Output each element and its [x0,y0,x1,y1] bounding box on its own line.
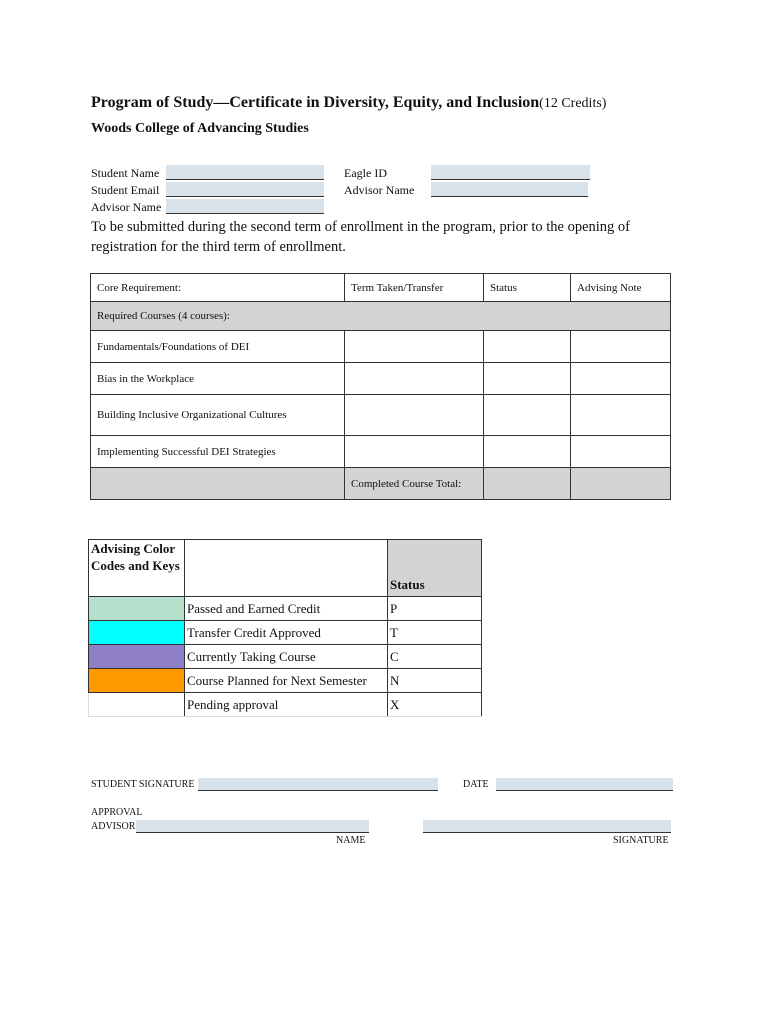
key-code: C [388,645,482,669]
key-label: Course Planned for Next Semester [185,669,388,693]
student-name-label: Student Name [91,166,160,180]
total-blank [91,468,345,500]
key-label: Passed and Earned Credit [185,597,388,621]
instructions: To be submitted during the second term of enrollment in the program, prior to the opening of registration for the third term of enrollment. [91,219,630,255]
table-header-row [91,274,671,302]
advisor-signature-field[interactable] [423,820,671,833]
page-title [91,94,606,112]
key-label: Pending approval [185,693,388,717]
table-row [91,395,671,436]
key-label: Transfer Credit Approved [185,621,388,645]
status-cell[interactable] [484,331,571,363]
student-email-field[interactable] [166,182,324,197]
total-note-cell [571,468,671,500]
note-cell[interactable] [571,436,671,468]
note-cell[interactable] [571,395,671,436]
status-cell[interactable] [484,436,571,468]
key-code: P [388,597,482,621]
table-row [91,436,671,468]
advisor-name-signature-field[interactable] [136,820,369,833]
note-cell[interactable] [571,331,671,363]
advisor-name-label-2: Advisor Name [344,183,415,197]
total-row [91,468,671,500]
course-name: Fundamentals/Foundations of DEI [91,331,345,363]
table-row [91,331,671,363]
advisor-name-label: Advisor Name [91,200,162,214]
key-header-blank [185,540,388,597]
student-email-label: Student Email [91,183,160,197]
core-requirements-table [90,273,671,500]
header-status: Status [484,274,571,302]
date-label: DATE [463,779,489,790]
key-code: X [388,693,482,717]
course-name: Implementing Successful DEI Strategies [91,436,345,468]
college-name: Woods College of Advancing Studies [91,121,309,136]
key-code: N [388,669,482,693]
status-cell[interactable] [484,363,571,395]
term-cell[interactable] [345,395,484,436]
signature-caption: SIGNATURE [613,835,669,846]
section-row [91,302,671,331]
course-name: Building Inclusive Organizational Cultures [91,395,345,436]
swatch-pending [89,693,185,717]
color-key-table [88,539,482,717]
key-label: Currently Taking Course [185,645,388,669]
table-row [91,363,671,395]
term-cell[interactable] [345,363,484,395]
completed-total-label: Completed Course Total: [345,468,484,500]
required-courses-label: Required Courses (4 courses): [91,302,671,331]
key-status-header: Status [388,540,482,597]
key-row [89,597,482,621]
date-field[interactable] [496,778,673,791]
eagle-id-field[interactable] [431,165,590,180]
name-caption: NAME [336,835,366,846]
swatch-passed [89,597,185,621]
term-cell[interactable] [345,331,484,363]
advisor-name-field-2[interactable] [431,182,588,197]
key-row [89,669,482,693]
total-status-cell [484,468,571,500]
key-title: Advising Color Codes and Keys [89,540,185,597]
advisor-name-field[interactable] [166,199,324,214]
note-cell[interactable] [571,363,671,395]
key-row [89,621,482,645]
title-text: Program of Study—Certificate in Diversity, Equity, and Inclusion [91,94,540,111]
header-advising-note: Advising Note [571,274,671,302]
swatch-transfer [89,621,185,645]
key-row [89,693,482,717]
key-code: T [388,621,482,645]
student-signature-field[interactable] [198,778,438,791]
status-cell[interactable] [484,395,571,436]
credits-text: (12 Credits) [539,96,607,111]
advisor-label: ADVISOR [91,821,136,832]
student-name-field[interactable] [166,165,324,180]
swatch-current [89,645,185,669]
approval-label: APPROVAL [91,807,143,818]
key-header-row [89,540,482,597]
header-term-taken: Term Taken/Transfer [345,274,484,302]
header-core-requirement: Core Requirement: [91,274,345,302]
key-row [89,645,482,669]
term-cell[interactable] [345,436,484,468]
student-signature-label: STUDENT SIGNATURE [91,779,195,790]
course-name: Bias in the Workplace [91,363,345,395]
swatch-planned [89,669,185,693]
eagle-id-label: Eagle ID [344,166,387,180]
